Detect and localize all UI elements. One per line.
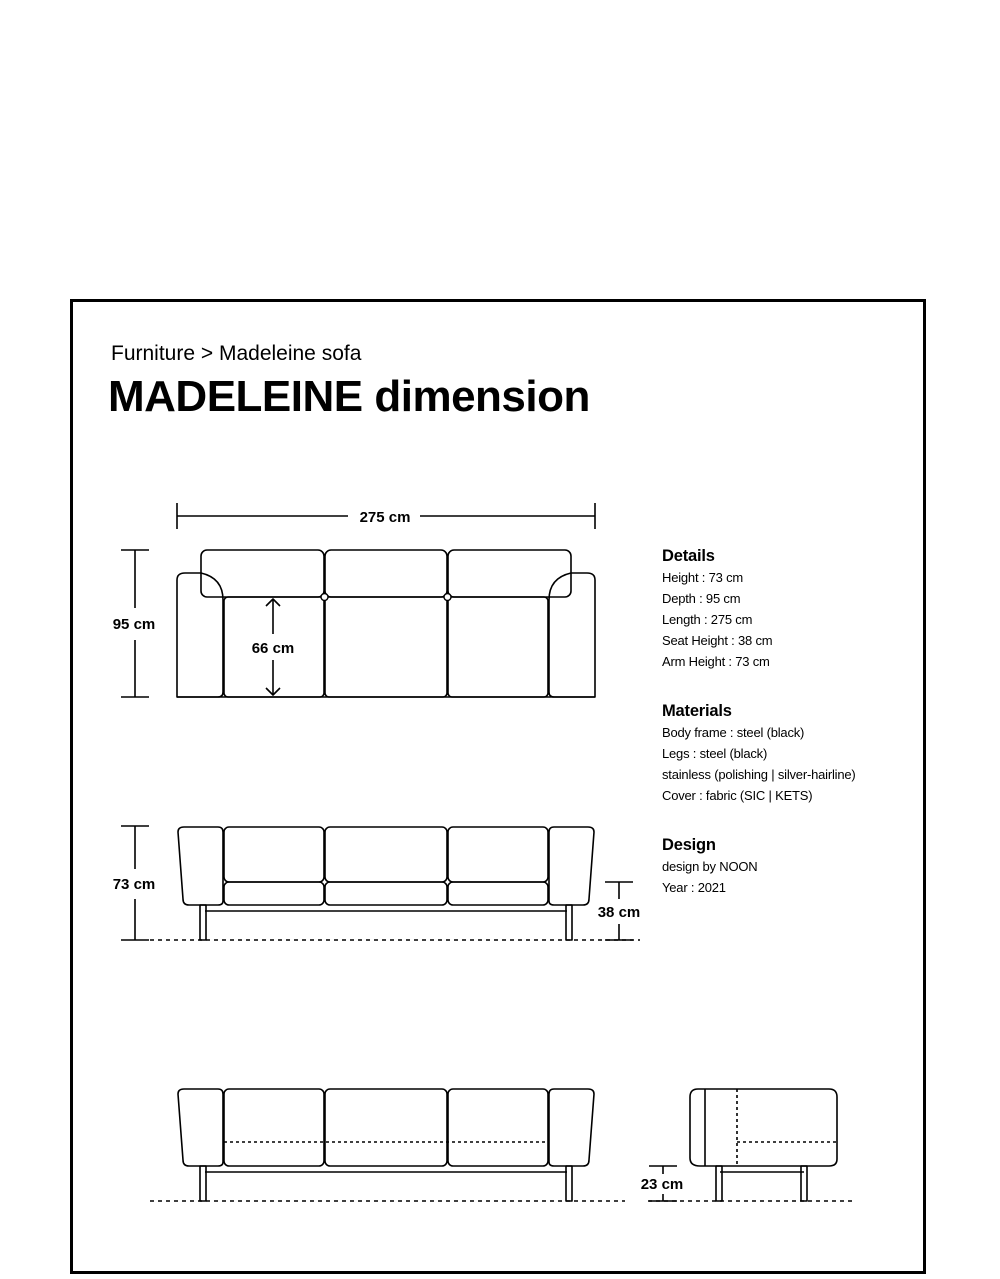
- depth-dim-label: 95 cm: [112, 616, 156, 633]
- seat-height-dim-label: 38 cm: [597, 904, 641, 921]
- front-view: [121, 826, 640, 940]
- height-dim-label: 73 cm: [112, 876, 156, 893]
- details-heading: Details: [662, 547, 715, 565]
- details-line: Seat Height : 38 cm: [662, 633, 773, 648]
- materials-line: Legs : steel (black): [662, 746, 768, 761]
- design-section: [662, 834, 757, 898]
- materials-section: [662, 700, 856, 806]
- materials-line: Body frame : steel (black): [662, 725, 805, 740]
- seat-depth-dim-label: 66 cm: [251, 640, 295, 657]
- materials-line: stainless (polishing | silver-hairline): [662, 767, 856, 782]
- details-section: [662, 545, 772, 672]
- leg-height-dim-label: 23 cm: [640, 1176, 684, 1193]
- design-line: Year : 2021: [662, 880, 726, 895]
- design-heading: Design: [662, 836, 716, 854]
- details-line: Height : 73 cm: [662, 570, 744, 585]
- breadcrumb[interactable]: Furniture > Madeleine sofa: [111, 342, 362, 365]
- back-view: [150, 1089, 625, 1201]
- details-line: Depth : 95 cm: [662, 591, 741, 606]
- materials-heading: Materials: [662, 702, 732, 720]
- top-view: [121, 503, 595, 697]
- details-line: Arm Height : 73 cm: [662, 654, 770, 669]
- page-title: MADELEINE dimension: [108, 372, 590, 421]
- design-line: design by NOON: [662, 859, 758, 874]
- materials-line: Cover : fabric (SIC | KETS): [662, 788, 813, 803]
- details-line: Length : 275 cm: [662, 612, 753, 627]
- length-dim-label: 275 cm: [359, 509, 411, 526]
